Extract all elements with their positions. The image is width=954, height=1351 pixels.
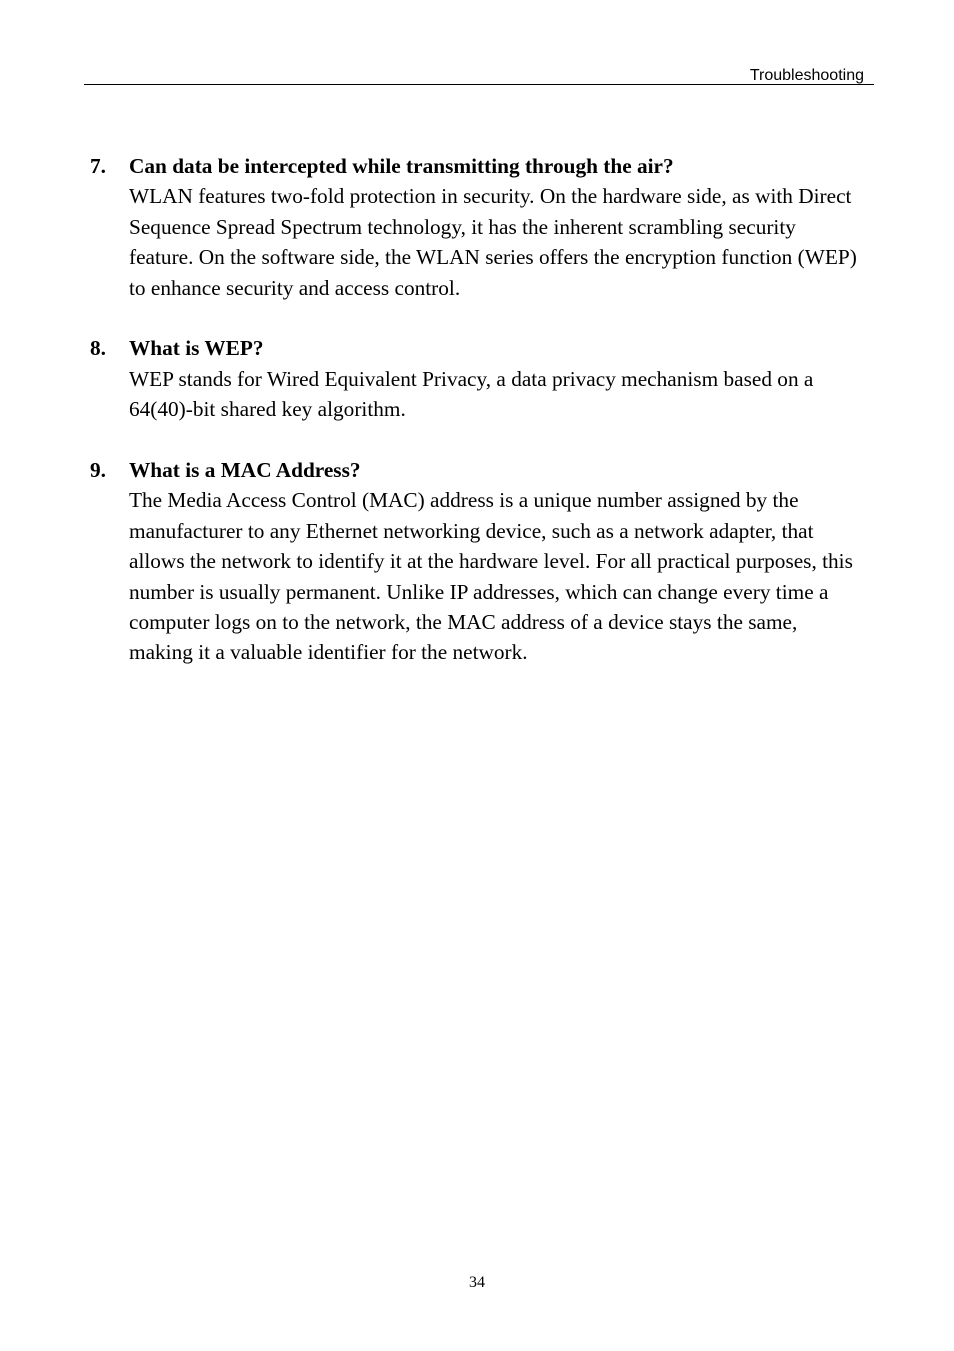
- faq-question: [90, 455, 870, 485]
- faq-number: 8.: [90, 336, 106, 361]
- faq-item-7: [90, 151, 870, 303]
- faq-question: [90, 333, 870, 363]
- faq-number: 7.: [90, 154, 106, 178]
- page-number: 34: [469, 1274, 485, 1291]
- faq-question-text: Can data be intercepted while transmitting through the air?: [129, 154, 674, 178]
- faq-item-8: [90, 333, 870, 424]
- faq-number: 9.: [90, 458, 106, 483]
- header-section-title: Troubleshooting: [749, 67, 864, 84]
- faq-item-9: [90, 455, 870, 668]
- faq-answer: The Media Access Control (MAC) address is a unique number assigned by the manufacturer to any Ethernet networking device, such as a network adapter, that allows the network to identify it at the hardware level. For all practical purposes, this number is usually permanent. Unlike IP addresses, which can change every time a computer logs on to the network, the MAC address of a device stays the same, making it a valuable identifier for the network.: [129, 488, 853, 665]
- faq-answer: WLAN features two-fold protection in security. On the hardware side, as with Direct Sequence Spread Spectrum technology, it has the inherent scrambling security feature. On the software side, the WLAN series offers the encryption function (WEP) to enhance security and access control.: [129, 184, 857, 300]
- faq-question: [90, 151, 870, 181]
- faq-list: [90, 151, 870, 698]
- faq-question-text: What is WEP?: [129, 336, 264, 361]
- faq-answer: WEP stands for Wired Equivalent Privacy, a data privacy mechanism based on a 64(40)-bit shared key algorithm.: [129, 366, 814, 422]
- page-header: [84, 64, 874, 85]
- faq-question-text: What is a MAC Address?: [129, 458, 361, 483]
